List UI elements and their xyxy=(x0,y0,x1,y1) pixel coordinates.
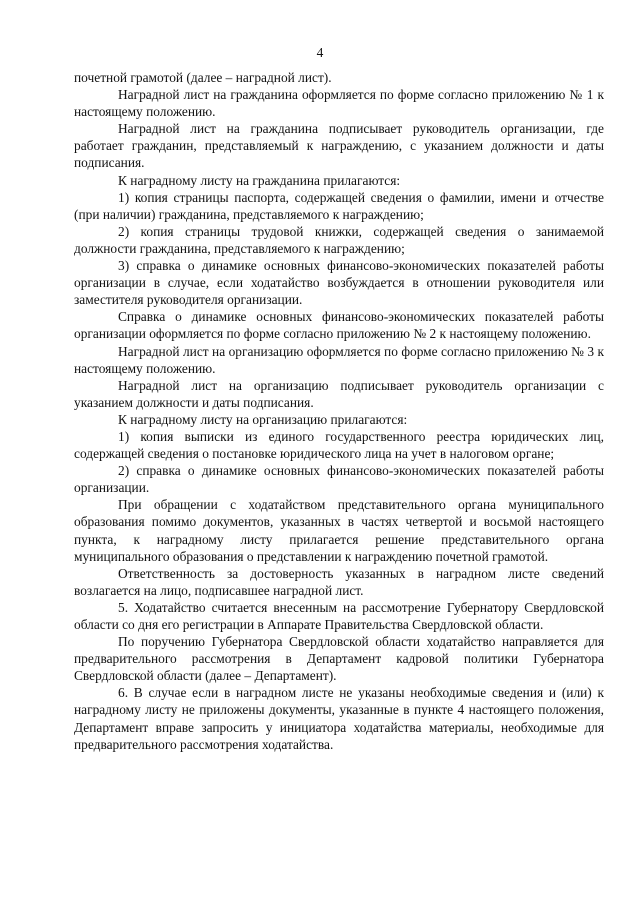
document-body xyxy=(74,69,604,753)
paragraph-continuation: почетной грамотой (далее – наградной лист). xyxy=(74,70,332,85)
paragraph: Наградной лист на гражданина подписывает руководитель организации, где работает гражданин, представляемый к награждению, с указанием должности и даты подписания. xyxy=(74,121,604,171)
paragraph: К наградному листу на организацию прилагаются: xyxy=(118,411,408,427)
paragraph: Наградной лист на организацию подписывает руководитель организации с указанием должности и даты подписания. xyxy=(74,377,604,410)
page-number: 4 xyxy=(316,45,324,60)
paragraph: Наградной лист на гражданина оформляется по форме согласно приложению № 1 к настоящему положению. xyxy=(74,87,604,120)
paragraph: По поручению Губернатора Свердловской области ходатайство направляется для предварительного рассмотрения в Департамент кадровой политики Губернатора Свердловской области (далее – Департамент). xyxy=(74,634,604,684)
paragraph: 6. В случае если в наградном листе не указаны необходимые сведения и (или) к наградному листу не приложены документы, указанные в пункте 4 настоящего положения, Департамент вправе запросить у инициатора ходатайства материалы, необходимые для предварительного рассмотрения ходатайства. xyxy=(74,685,604,752)
list-item: 1) копия выписки из единого государственного реестра юридических лиц, содержащей сведения о постановке юридического лица на учет в налоговом органе; xyxy=(74,428,604,462)
paragraph: Наградной лист на организацию оформляется по форме согласно приложению № 3 к настоящему положению. xyxy=(74,343,604,376)
paragraph: 5. Ходатайство считается внесенным на рассмотрение Губернатору Свердловской области со дня его регистрации в Аппарате Правительства Свердловской области. xyxy=(74,599,604,632)
paragraph: Справка о динамике основных финансово-экономических показателей работы организации оформляется по форме согласно приложению № 2 к настоящему положению. xyxy=(74,309,604,342)
list-item: 2) справка о динамике основных финансово-экономических показателей работы организации. xyxy=(74,463,604,496)
list-item: 2) копия страницы трудовой книжки, содержащей сведения о занимаемой должности гражданина, представляемого к награждению; xyxy=(74,223,604,256)
paragraph: При обращении с ходатайством представительного органа муниципального образования помимо документов, указанных в частях четвертой и восьмой настоящего пункта, к наградному листу прилагается решение представительного органа муниципального образования о представлении к награждению почетной грамотой. xyxy=(74,497,604,564)
paragraph: Ответственность за достоверность указанных в наградном листе сведений возлагается на лицо, подписавшее наградной лист. xyxy=(74,565,604,598)
list-item: 3) справка о динамике основных финансово-экономических показателей работы организации в случае, если ходатайство возбуждается в отношении руководителя или заместителя руководителя организации. xyxy=(74,258,604,308)
paragraph: К наградному листу на гражданина прилагаются: xyxy=(118,172,401,188)
list-item: 1) копия страницы паспорта, содержащей сведения о фамилии, имени и отчестве (при наличии) гражданина, представляемого к награждению; xyxy=(74,189,604,222)
